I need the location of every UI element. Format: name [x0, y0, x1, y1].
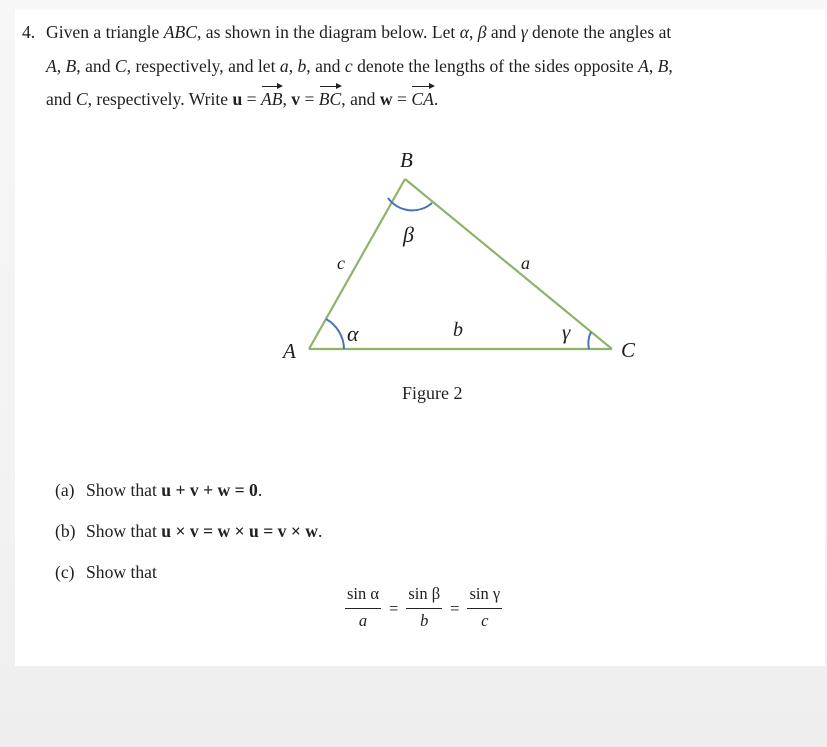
side-c-label: c	[337, 253, 345, 273]
text: ,	[668, 55, 673, 76]
vector-u: u	[232, 89, 243, 109]
text: ,	[56, 55, 66, 76]
text: , as shown in the diagram below. Let	[196, 22, 460, 42]
part-text: Show that	[86, 521, 162, 541]
math-alpha: α	[459, 22, 469, 42]
part-end: .	[317, 521, 323, 541]
fraction-numerator: sin α	[345, 584, 381, 609]
fraction-alpha	[345, 584, 381, 631]
equals-sign: =	[389, 598, 399, 618]
angle-gamma-arc	[588, 332, 591, 349]
part-end: .	[257, 480, 263, 500]
math-B: B	[65, 55, 77, 76]
fraction-numerator: sin β	[406, 584, 442, 609]
angle-gamma-label: γ	[562, 320, 571, 344]
problem-number: 4.	[22, 22, 36, 42]
math-C: C	[114, 55, 127, 76]
angle-beta-label: β	[403, 222, 414, 247]
part-text: Show that	[86, 480, 162, 500]
text: , respectively, and let	[126, 55, 280, 76]
math-b: b	[297, 55, 307, 76]
vector-AB: AB	[261, 83, 283, 117]
side-b-label: b	[453, 319, 463, 341]
part-b	[55, 521, 322, 542]
angle-alpha-arc	[326, 319, 344, 349]
equals-sign: =	[392, 89, 412, 109]
text: .	[433, 89, 439, 109]
part-text: Show that	[86, 562, 157, 582]
math-gamma: γ	[520, 22, 528, 42]
side-a-label: a	[521, 253, 530, 273]
equals-sign: =	[242, 89, 261, 109]
text: ,	[282, 89, 292, 109]
text: and	[46, 89, 76, 109]
text: ,	[288, 55, 298, 76]
text: and	[486, 22, 521, 42]
math-A: A	[46, 55, 57, 76]
text: , and	[341, 89, 380, 109]
equals-sign: =	[450, 598, 460, 618]
fraction-numerator: sin γ	[467, 584, 502, 609]
figure-caption: Figure 2	[402, 383, 463, 403]
math-beta: β	[477, 22, 487, 42]
math-C: C	[75, 89, 88, 109]
part-expression: u × v = w × u = v × w	[161, 521, 318, 541]
math-a: a	[279, 55, 289, 76]
text: , and	[306, 55, 345, 76]
part-label: (a)	[55, 480, 75, 500]
law-of-sines-formula	[345, 584, 502, 631]
vertex-B-label: B	[400, 148, 413, 172]
part-label: (b)	[55, 521, 76, 541]
vector-w: w	[379, 89, 393, 109]
fraction-denominator: a	[358, 611, 368, 630]
text: Given a triangle	[46, 22, 164, 42]
vertex-A-label: A	[283, 339, 296, 363]
angle-beta-arc	[388, 198, 432, 210]
part-a	[55, 480, 262, 501]
vector-v: v	[291, 89, 301, 109]
text: , and	[76, 55, 115, 76]
part-c	[55, 562, 157, 583]
math-triangle: ABC	[163, 22, 197, 42]
fraction-gamma	[467, 584, 502, 631]
math-A: A	[638, 55, 649, 76]
text: denote the lengths of the sides opposite	[352, 55, 639, 76]
equals-sign: =	[300, 89, 319, 109]
part-label: (c)	[55, 562, 75, 582]
text: denote the angles at	[527, 22, 672, 42]
fraction-denominator: b	[420, 611, 429, 630]
fraction-beta	[406, 584, 442, 631]
vector-BC: BC	[319, 83, 341, 117]
text: , respectively. Write	[87, 89, 233, 109]
math-B: B	[657, 55, 669, 76]
text: ,	[468, 22, 478, 42]
part-expression: u + v + w = 0	[161, 480, 258, 500]
vertex-C-label: C	[621, 338, 636, 362]
math-c: c	[344, 55, 353, 76]
vector-CA: CA	[411, 83, 433, 117]
text: ,	[648, 55, 658, 76]
side-a-line	[405, 179, 612, 349]
fraction-denominator: c	[481, 611, 489, 630]
angle-alpha-label: α	[347, 321, 359, 346]
